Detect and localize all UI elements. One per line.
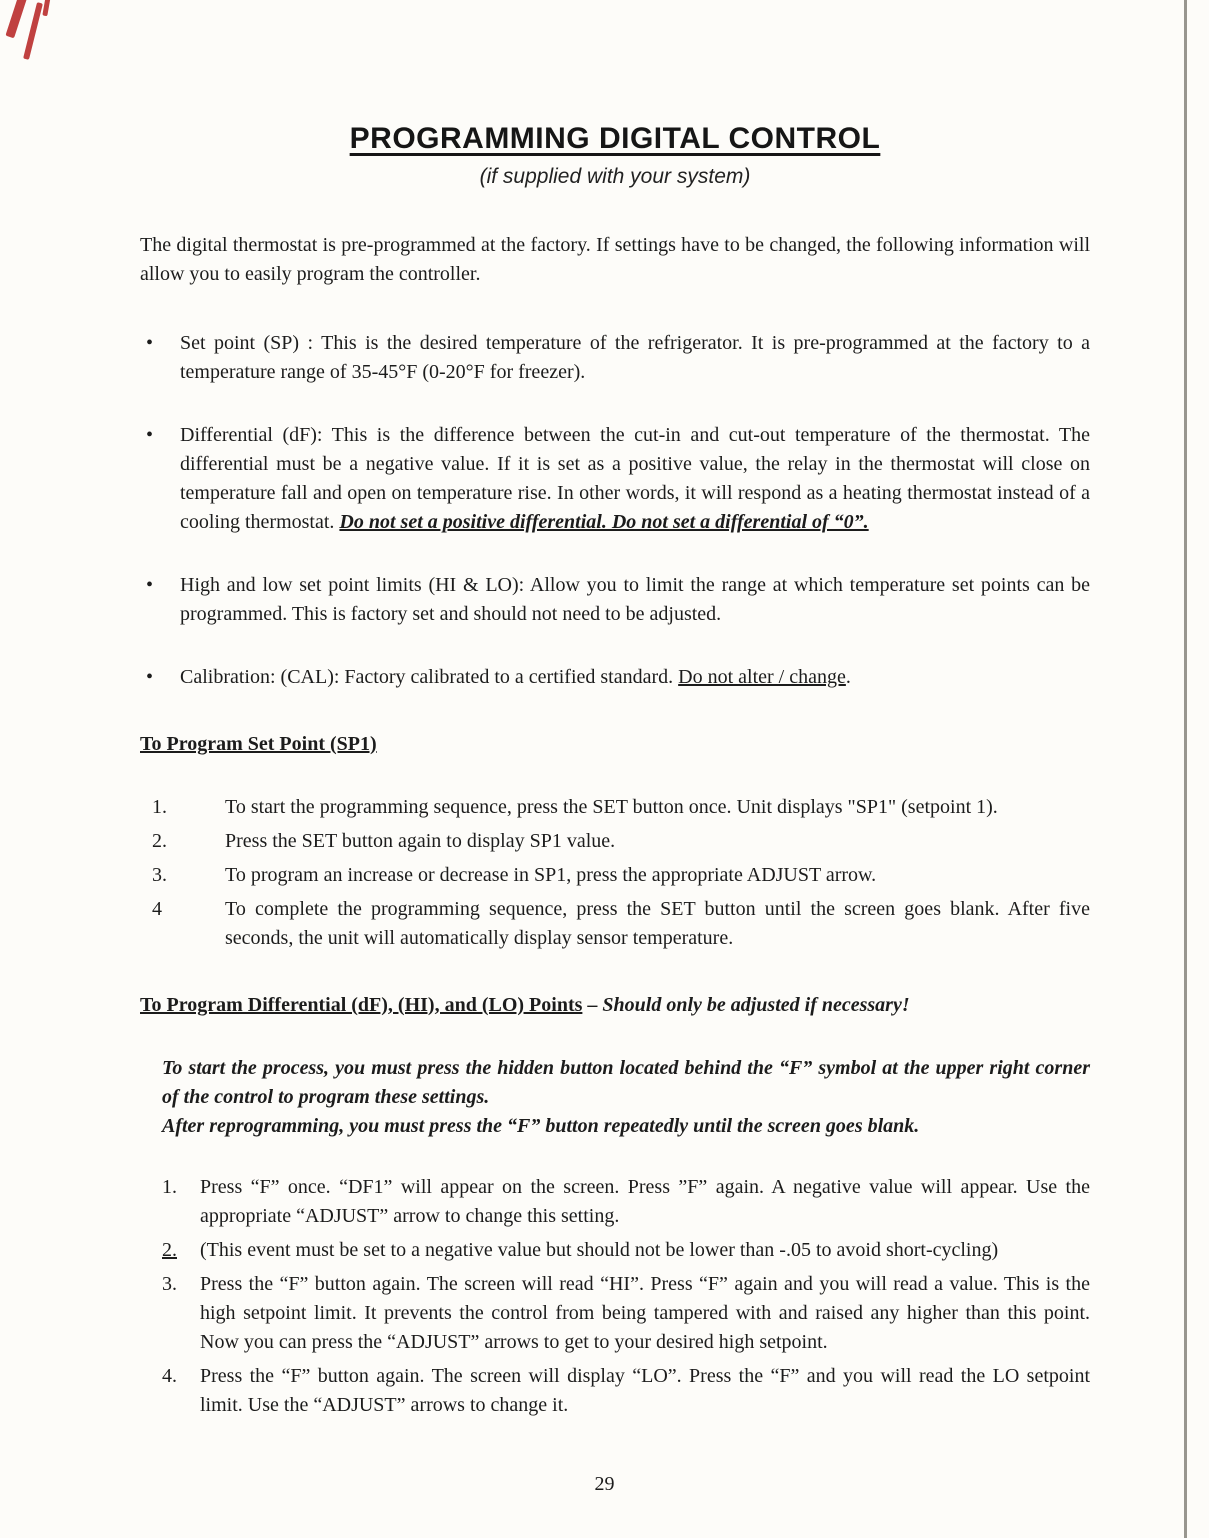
list-item (140, 861, 1090, 890)
bullet-text-suffix: . (845, 666, 851, 688)
section-heading-text: To Program Differential (dF), (HI), and (LO) Points (140, 994, 583, 1016)
list-item (140, 827, 1090, 856)
intro-paragraph: The digital thermostat is pre-programmed at the factory. If settings have to be changed, the following information will allow you to easily program the controller. (140, 234, 1090, 285)
bullet-calibration-text (180, 663, 1090, 692)
page-subtitle: (if supplied with your system) (479, 165, 751, 188)
red-pen-scan-mark (5, 0, 27, 38)
step-text: To start the programming sequence, press the SET button once. Unit displays "SP1" (setpoint 1). (225, 796, 998, 818)
list-item (140, 1173, 1090, 1231)
step-text: Press the “F” button again. The screen will display “LO”. Press the “F” and you will read the LO setpoint limit. Use the “ADJUST” arrows to change it. (200, 1365, 1090, 1416)
bullet-limits-text (180, 571, 1090, 629)
red-pen-scan-mark (23, 2, 43, 60)
step-text: Press “F” once. “DF1” will appear on the screen. Press ”F” again. A negative value will appear. Use the appropriate “ADJUST” arrow to change this setting. (200, 1176, 1090, 1227)
page-title: PROGRAMMING DIGITAL CONTROL (349, 122, 881, 155)
step-text: To complete the programming sequence, press the SET button until the screen goes blank. After five seconds, the unit will automatically display sensor temperature. (225, 898, 1090, 949)
red-pen-scan-mark (42, 0, 50, 16)
bullet-setpoint-text (180, 329, 1090, 387)
list-item (140, 1236, 1090, 1265)
step-number: 1. (152, 796, 167, 818)
section-heading-dash: – (582, 994, 603, 1016)
list-item (140, 329, 1090, 387)
bullet-icon: • (146, 424, 154, 446)
list-item (140, 793, 1090, 822)
bullet-icon: • (146, 332, 154, 354)
bullet-text-main: Set point (SP) : This is the desired temperature of the refrigerator. It is pre-programmed at the factory to a temperature range of 35-45°F (0-20°F for freezer). (180, 332, 1090, 383)
page-number: 29 (594, 1473, 615, 1495)
step-text: Press the “F” button again. The screen will read “HI”. Press “F” again and you will read a value. This is the high setpoint limit. It prevents the control from being tampered with and raised any higher than this point. Now you can press the “ADJUST” arrows to get to your desired high setpoint. (200, 1273, 1090, 1353)
bullet-differential-text (180, 421, 1090, 537)
step-text: (This event must be set to a negative value but should not be lower than -.05 to avoid short-cycling) (200, 1239, 999, 1261)
bullet-text-main: Calibration: (CAL): Factory calibrated to a certified standard. (180, 666, 679, 688)
note-paragraph: After reprogramming, you must press the “F” button repeatedly until the screen goes blank. (162, 1115, 920, 1137)
list-item (140, 421, 1090, 537)
feature-bullet-list (140, 329, 1090, 692)
note-paragraph: To start the process, you must press the hidden button located behind the “F” symbol at the upper right corner of the control to program these settings. (162, 1057, 1090, 1108)
step-number: 3. (162, 1273, 177, 1295)
bullet-text-main: Differential (dF): This is the difference between the cut-in and cut-out temperature of the thermostat. The differential must be a negative value. If it is set as a positive value, the relay in the thermostat will close on temperature fall and open on temperature rise. In other words, it will respond as a heating thermostat instead of a cooling thermostat. (180, 424, 1090, 533)
step-number: 4. (162, 1365, 177, 1387)
list-item (140, 571, 1090, 629)
step-number: 2. (152, 830, 167, 852)
section-heading-text: To Program Set Point (SP1) (140, 733, 377, 755)
step-number: 1. (162, 1176, 177, 1198)
list-item (140, 663, 1090, 692)
bullet-text-emphasis: Do not alter / change (678, 666, 846, 688)
step-number: 3. (152, 864, 167, 886)
bullet-icon: • (146, 574, 154, 596)
hidden-button-note (140, 1054, 1090, 1141)
list-item (140, 895, 1090, 953)
step-text: Press the SET button again to display SP1 value. (225, 830, 616, 852)
step-text: To program an increase or decrease in SP1, press the appropriate ADJUST arrow. (225, 864, 877, 886)
bullet-text-main: High and low set point limits (HI & LO): Allow you to limit the range at which temperature set points can be programmed. This is factory set and should not need to be adjusted. (180, 574, 1090, 625)
bullet-text-emphasis: Do not set a positive differential. Do not set a differential of “0”. (339, 511, 869, 533)
section-heading-note: Should only be adjusted if necessary! (602, 994, 910, 1016)
differential-steps-list (140, 1173, 1090, 1420)
document-content (140, 122, 1090, 1420)
section-heading-differential (140, 991, 1090, 1020)
step-number: 2. (162, 1239, 177, 1261)
bullet-icon: • (146, 666, 154, 688)
step-number: 4 (152, 898, 162, 920)
list-item (140, 1362, 1090, 1420)
section-heading-setpoint (140, 730, 1090, 759)
list-item (140, 1270, 1090, 1357)
setpoint-steps-list (140, 793, 1090, 953)
scan-edge-line (1184, 0, 1187, 1538)
